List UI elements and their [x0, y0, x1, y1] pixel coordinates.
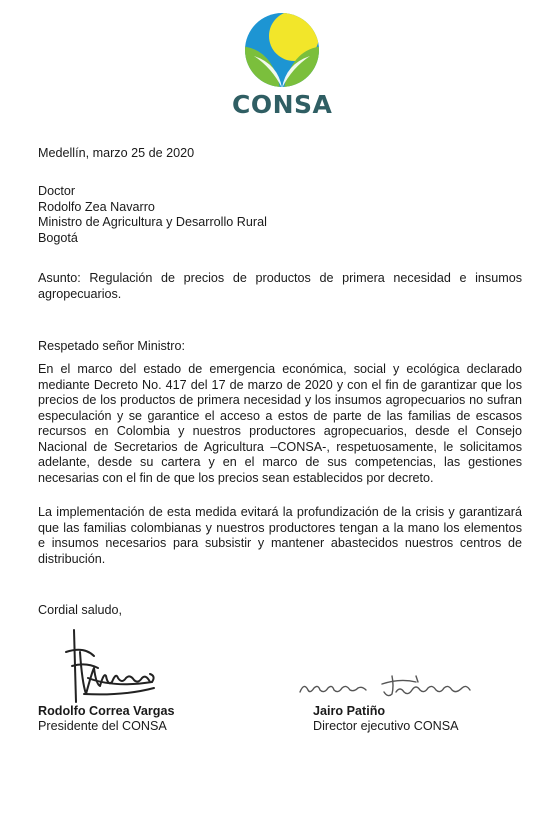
signatory-title: Director ejecutivo CONSA [313, 719, 459, 733]
signatory-title: Presidente del CONSA [38, 719, 167, 733]
letter-closing: Cordial saludo, [38, 603, 123, 617]
recipient-block [38, 184, 267, 246]
signature-jairo-patino [296, 670, 476, 704]
recipient-line: Doctor [38, 184, 76, 198]
recipient-line: Rodolfo Zea Navarro [38, 199, 155, 214]
consa-logo-icon [232, 6, 332, 96]
recipient-line: Ministro de Agricultura y Desarrollo Rural [38, 215, 267, 229]
logo-text: CONSA [232, 90, 333, 119]
letter-subject: Asunto: Regulación de precios de productos de primera necesidad e insumos agropecuarios. [38, 271, 522, 301]
recipient-line: Bogotá [38, 230, 78, 245]
signatory-name: Rodolfo Correa Vargas [38, 704, 175, 718]
letter-paragraph: En el marco del estado de emergencia económica, social y ecológica declarado mediante Decreto No. 417 del 17 de marzo de 2020 y con el fin de garantizar que los precios de los productos de primera necesidad y los insumos agropecuarios no sufran especulación y se garantice el acceso a estos de parte de las familias de escasos recursos en Colombia y nuestros productores agropecuarios, desde el Consejo Nacional de Secretarios de Agricultura –CONSA-, respetuosamente, le solicitamos adelante, desde su cartera y en el marco de sus competencias, las gestiones necesarias con el fin de que los precios sean establecidos por decreto. [38, 362, 522, 485]
signature-rodolfo-correa [64, 622, 164, 710]
letter-date: Medellín, marzo 25 de 2020 [38, 146, 195, 160]
consa-logo [232, 6, 332, 118]
letter-greeting: Respetado señor Ministro: [38, 339, 185, 353]
letter-paragraph: La implementación de esta medida evitará la profundización de la crisis y garantizará que las familias colombianas y nuestros productores tengan a la mano los elementos e insumos necesarios para subsistir y mantener abastecidos nuestros centros de distribución. [38, 505, 522, 566]
signatory-name: Jairo Patiño [313, 704, 386, 718]
